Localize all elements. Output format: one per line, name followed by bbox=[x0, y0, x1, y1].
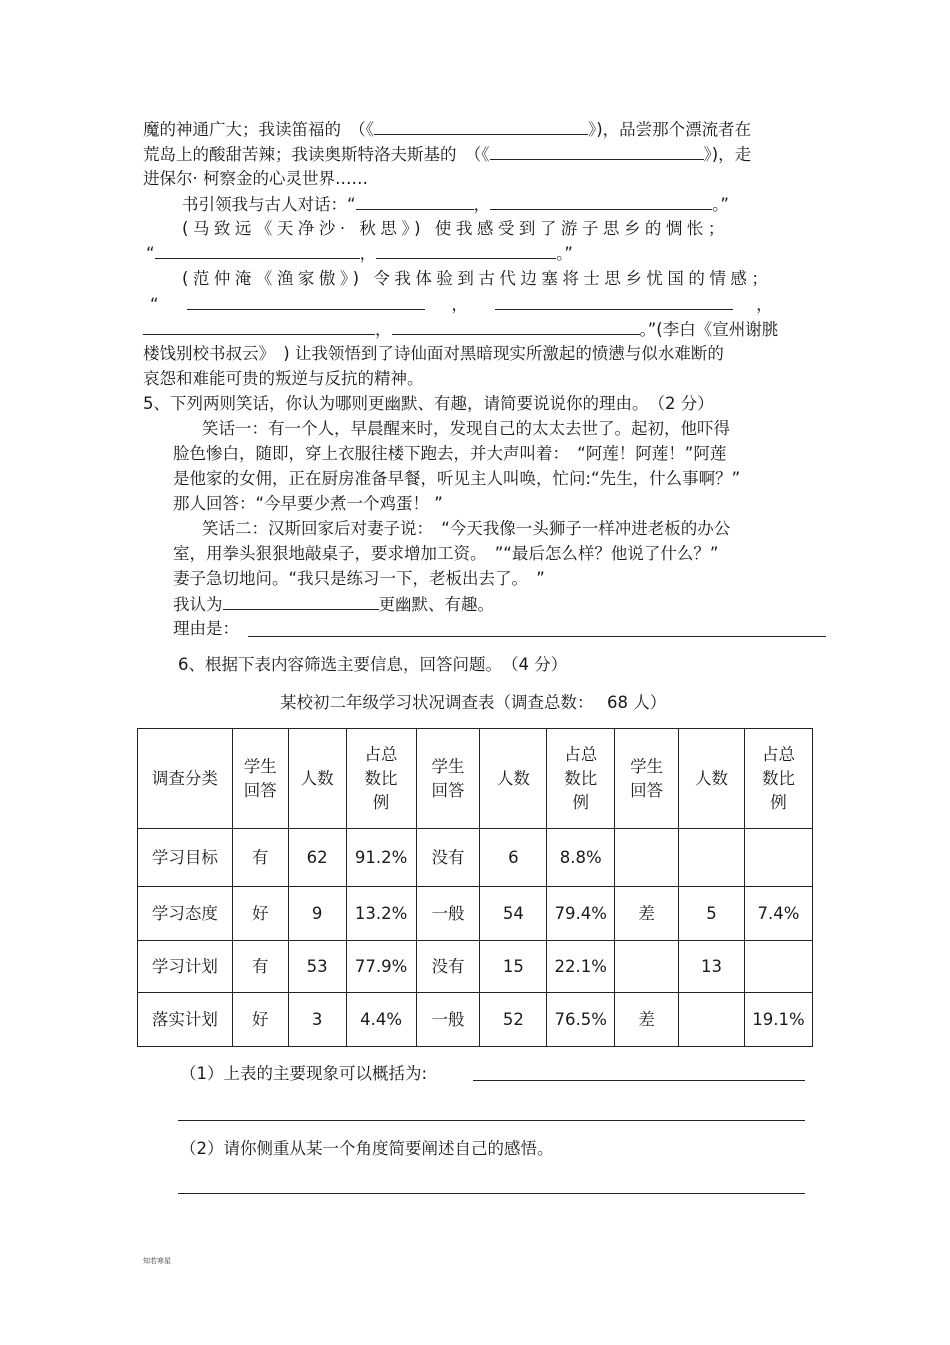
text-line: 荒岛上的酸甜苦辣；我读奥斯特洛夫斯基的 （《 》)，走 bbox=[143, 145, 752, 164]
question-5-title: 5、下列两则笑话，你认为哪则更幽默、有趣，请简要说说你的理由。 （2 分） bbox=[143, 394, 714, 413]
table-cell bbox=[744, 941, 812, 993]
text-line: “ ， 。” bbox=[146, 244, 573, 263]
table-row bbox=[138, 993, 813, 1047]
joke-one-text: 脸色惨白，随即，穿上衣服往楼下跑去，并大声叫着： “阿莲！阿莲！”阿莲 bbox=[173, 444, 727, 463]
table-cell: 有 bbox=[232, 941, 288, 993]
sub-question-2-answer-line[interactable] bbox=[178, 1193, 805, 1194]
table-cell: 一般 bbox=[416, 887, 480, 941]
joke-one-text: 笑话一：有一个人，早晨醒来时，发现自己的太太去世了。起初，他吓得 bbox=[202, 419, 730, 438]
table-cell bbox=[615, 941, 679, 993]
table-cell bbox=[679, 993, 745, 1047]
answer-blank[interactable] bbox=[376, 242, 556, 259]
text-line: 魔的神通广大；我读笛福的 （《 》)，品尝那个漂流者在 bbox=[143, 120, 752, 139]
table-cell: 差 bbox=[615, 993, 679, 1047]
answer-blank[interactable] bbox=[143, 318, 375, 335]
header-cell: 学生 回答 bbox=[615, 729, 679, 829]
table-cell: 一般 bbox=[416, 993, 480, 1047]
table-cell: 77.9% bbox=[346, 941, 416, 993]
table-cell: 13 bbox=[679, 941, 745, 993]
joke-two-text: 妻子急切地问。“我只是练习一下，老板出去了。 ” bbox=[173, 569, 545, 588]
header-cell: 人数 bbox=[480, 729, 547, 829]
sub-question-1-answer-line[interactable] bbox=[473, 1080, 805, 1081]
joke-two-text: 笑话二：汉斯回家后对妻子说： “今天我像一头狮子一样冲进老板的办公 bbox=[202, 519, 731, 538]
sub-question-1-answer-line[interactable] bbox=[178, 1120, 805, 1121]
table-cell: 76.5% bbox=[547, 993, 615, 1047]
table-cell: 53 bbox=[288, 941, 346, 993]
text-line: 进保尔· 柯察金的心灵世界…… bbox=[143, 169, 368, 188]
table-cell: 没有 bbox=[416, 941, 480, 993]
reason-answer-line[interactable] bbox=[248, 636, 826, 637]
table-cell: 62 bbox=[288, 829, 346, 887]
table-row bbox=[138, 941, 813, 993]
answer-blank[interactable] bbox=[187, 293, 425, 310]
table-cell: 4.4% bbox=[346, 993, 416, 1047]
table-caption: 某校初二年级学习状况调查表（调查总数： 68 人） bbox=[280, 693, 667, 712]
header-cell: 学生 回答 bbox=[416, 729, 480, 829]
header-cell: 占总 数比 例 bbox=[547, 729, 615, 829]
header-cell: 学生 回答 bbox=[232, 729, 288, 829]
table-cell: 9 bbox=[288, 887, 346, 941]
table-cell: 7.4% bbox=[744, 887, 812, 941]
table-cell: 15 bbox=[480, 941, 547, 993]
table-cell: 79.4% bbox=[547, 887, 615, 941]
sub-question-1: （1）上表的主要现象可以概括为: bbox=[180, 1064, 428, 1083]
answer-line: 我认为 更幽默、有趣。 bbox=[173, 595, 494, 614]
text-line: (马致远《天净沙· 秋思》) 使我感受到了游子思乡的惆怅； bbox=[182, 219, 729, 238]
answer-blank[interactable] bbox=[392, 318, 640, 335]
header-cell: 占总 数比 例 bbox=[744, 729, 812, 829]
header-cell: 占总 数比 例 bbox=[346, 729, 416, 829]
text-line: 楼饯别校书叔云》 ) 让我领悟到了诗仙面对黑暗现实所激起的愤懑与似水难断的 bbox=[143, 344, 724, 363]
table-cell: 差 bbox=[615, 887, 679, 941]
table-cell: 学习计划 bbox=[138, 941, 233, 993]
table-cell bbox=[615, 829, 679, 887]
table-cell bbox=[744, 829, 812, 887]
text-line: “ ， ， bbox=[150, 295, 773, 314]
joke-one-text: 是他家的女佣，正在厨房准备早餐，听见主人叫唤，忙问:“先生，什么事啊？” bbox=[173, 469, 741, 488]
table-cell: 有 bbox=[232, 829, 288, 887]
table-cell: 22.1% bbox=[547, 941, 615, 993]
table-cell: 6 bbox=[480, 829, 547, 887]
table-row bbox=[138, 887, 813, 941]
answer-blank[interactable] bbox=[490, 143, 704, 160]
table-cell: 落实计划 bbox=[138, 993, 233, 1047]
survey-table bbox=[137, 728, 813, 1047]
table-cell: 学习态度 bbox=[138, 887, 233, 941]
answer-blank[interactable] bbox=[374, 118, 588, 135]
table-cell: 91.2% bbox=[346, 829, 416, 887]
header-cell: 调查分类 bbox=[138, 729, 233, 829]
table-header-row bbox=[138, 729, 813, 829]
table-cell: 52 bbox=[480, 993, 547, 1047]
table-cell bbox=[679, 829, 745, 887]
table-cell: 好 bbox=[232, 993, 288, 1047]
table-row bbox=[138, 829, 813, 887]
answer-blank[interactable] bbox=[490, 193, 712, 210]
table-cell: 8.8% bbox=[547, 829, 615, 887]
answer-blank[interactable] bbox=[223, 593, 379, 610]
question-6-title: 6、根据下表内容筛选主要信息，回答问题。 （4 分） bbox=[178, 655, 568, 674]
text-line: (范仲淹《渔家傲》) 令我体验到古代边塞将士思乡忧国的情感； bbox=[182, 269, 773, 288]
table-cell: 没有 bbox=[416, 829, 480, 887]
answer-blank[interactable] bbox=[495, 293, 733, 310]
text-line: ， 。”(李白《宣州谢朓 bbox=[143, 318, 778, 341]
header-cell: 人数 bbox=[679, 729, 745, 829]
answer-blank[interactable] bbox=[155, 242, 360, 259]
reason-label: 理由是： bbox=[173, 619, 239, 638]
table-cell: 13.2% bbox=[346, 887, 416, 941]
table-cell: 3 bbox=[288, 993, 346, 1047]
joke-two-text: 室，用拳头狠狠地敲桌子，要求增加工资。 ”“最后怎么样？他说了什么？” bbox=[173, 544, 719, 563]
table-cell: 19.1% bbox=[744, 993, 812, 1047]
text-line: 书引领我与古人对话：“ ， 。” bbox=[182, 195, 729, 214]
answer-blank[interactable] bbox=[356, 193, 474, 210]
footer-mark: 知若寒星 bbox=[143, 1257, 171, 1265]
header-cell: 人数 bbox=[288, 729, 346, 829]
table-cell: 54 bbox=[480, 887, 547, 941]
table-cell: 好 bbox=[232, 887, 288, 941]
text-line: 哀怨和难能可贵的叛逆与反抗的精神。 bbox=[143, 369, 424, 388]
joke-one-text: 那人回答：“今早要少煮一个鸡蛋！ ” bbox=[173, 494, 443, 513]
table-cell: 学习目标 bbox=[138, 829, 233, 887]
table-cell: 5 bbox=[679, 887, 745, 941]
sub-question-2: （2）请你侧重从某一个角度简要阐述自己的感悟。 bbox=[180, 1139, 554, 1158]
